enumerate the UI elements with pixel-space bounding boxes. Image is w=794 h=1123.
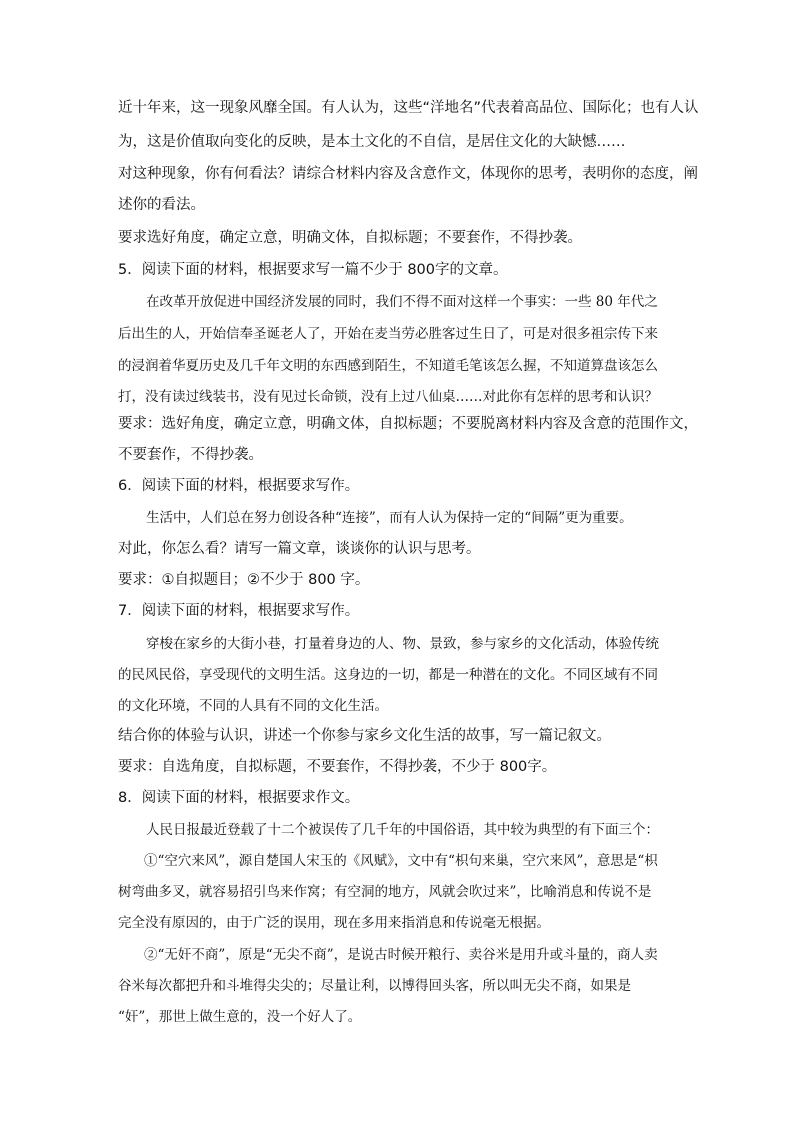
requirement-line: 要求：选好角度，确定立意，明确文体，自拟标题；不要脱离材料内容及含意的范围作文， — [118, 416, 698, 432]
paragraph-line: 要求选好角度，确定立意，明确文体，自拟标题；不要套作，不得抄袭。 — [118, 230, 582, 246]
question-heading: 6．阅读下面的材料，根据要求写作。 — [118, 478, 360, 494]
material-line: 生活中，人们总在努力创设各种“连接”，而有人认为保持一定的“间隔”更为重要。 — [146, 510, 633, 526]
paragraph-line: 近十年来，这一现象风靡全国。有人认为，这些“洋地名”代表着高品位、国际化；也有人认 — [118, 100, 699, 116]
requirement-line: 要求：自选角度，自拟标题，不要套作，不得抄袭，不少于 800字。 — [118, 759, 557, 775]
requirement-line: 不要套作，不得抄袭。 — [118, 447, 263, 463]
question-heading: 7．阅读下面的材料，根据要求写作。 — [118, 603, 360, 619]
question-heading: 5．阅读下面的材料，根据要求写一篇不少于 800字的文章。 — [118, 262, 508, 278]
material-line: 人民日报最近登载了十二个被误传了几千年的中国俗语，其中较为典型的有下面三个： — [146, 822, 659, 838]
material-line: 在改革开放促进中国经济发展的同时，我们不得不面对这样一个事实：一些 80 年代之 — [146, 294, 658, 310]
material-line: 树弯曲多叉，就容易招引鸟来作窝；有空洞的地方，风就会吹过来”，比喻消息和传说不是 — [118, 884, 652, 900]
material-line: ②“无奸不商”，原是“无尖不商”，是说古时候开粮行、卖谷米是用升或斗量的，商人卖 — [144, 947, 658, 963]
paragraph-line: 为，这是价值取向变化的反映，是本土文化的不自信，是居住文化的大缺憾…… — [118, 134, 626, 150]
material-line: 的文化环境，不同的人具有不同的文化生活。 — [118, 698, 388, 714]
material-line: 的浸润着华夏历史及几千年文明的东西感到陌生，不知道毛笔该怎么握，不知道算盘该怎么 — [118, 358, 658, 374]
material-line: 后出生的人，开始信奉圣诞老人了，开始在麦当劳必胜客过生日了，可是对很多祖宗传下来 — [118, 326, 658, 342]
paragraph-line: 对这种现象，你有何看法？请综合材料内容及含意作文，体现你的思考，表明你的态度，阐 — [118, 166, 698, 182]
paragraph-line: 结合你的体验与认识，讲述一个你参与家乡文化生活的故事，写一篇记叙文。 — [118, 728, 611, 744]
material-line: 打，没有读过线装书，没有见过长命锁，没有上过八仙桌……对此你有怎样的思考和认识？ — [118, 389, 658, 405]
paragraph-line: 述你的看法。 — [118, 197, 205, 213]
material-line: ①“空穴来风”，源自楚国人宋玉的《风赋》，文中有“枳句来巢，空穴来风”，意思是“枳 — [144, 853, 658, 869]
material-line: 谷米每次都把升和斗堆得尖尖的；尽量让利，以博得回头客，所以叫无尖不商，如果是 — [118, 978, 631, 994]
material-line: 完全没有原因的，由于广泛的误用，现在多用来指消息和传说毫无根据。 — [118, 915, 550, 931]
requirement-line: 要求：①自拟题目；②不少于 800 字。 — [118, 572, 370, 588]
material-line: 穿梭在家乡的大街小巷，打量着身边的人、物、景致，参与家乡的文化活动，体验传统 — [146, 636, 659, 652]
material-line: “奸”，那世上做生意的，没一个好人了。 — [118, 1009, 362, 1025]
question-heading: 8．阅读下面的材料，根据要求作文。 — [118, 790, 360, 806]
paragraph-line: 对此，你怎么看？请写一篇文章，谈谈你的认识与思考。 — [118, 541, 481, 557]
material-line: 的民风民俗，享受现代的文明生活。这身边的一切，都是一种潜在的文化。不同区域有不同 — [118, 667, 658, 683]
